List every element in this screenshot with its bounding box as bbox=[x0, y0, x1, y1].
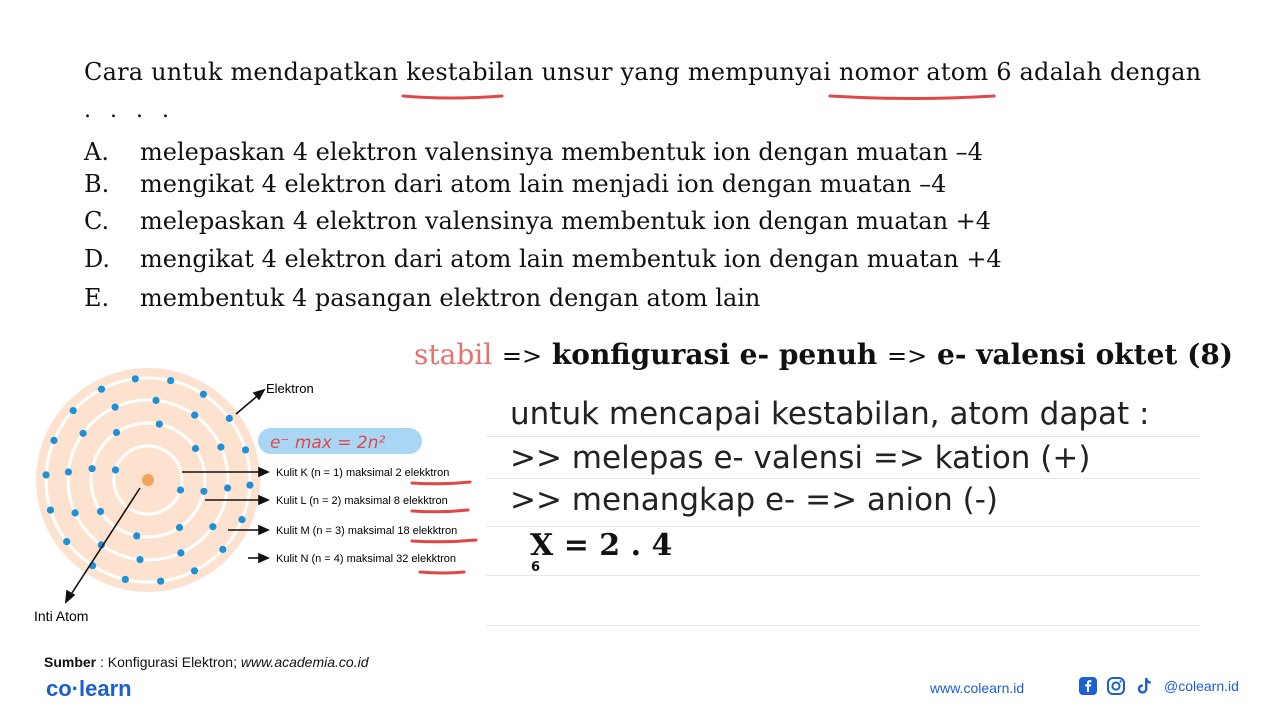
electron-dot bbox=[113, 429, 120, 436]
electron-dot bbox=[167, 377, 174, 384]
electron-dot bbox=[226, 415, 233, 422]
electron-dot bbox=[98, 386, 105, 393]
electron-dot bbox=[157, 578, 164, 585]
option-c[interactable] bbox=[84, 207, 991, 235]
option-letter: A. bbox=[84, 138, 109, 166]
source-caption bbox=[44, 654, 369, 670]
option-d[interactable] bbox=[84, 245, 1002, 273]
kulit-n-label: Kulit N (n = 4) maksimal 32 elekktron bbox=[276, 553, 457, 565]
electron-dot bbox=[209, 523, 216, 530]
option-text: melepaskan 4 elektron valensinya membentuk ion dengan muatan +4 bbox=[140, 207, 992, 235]
electron-dot bbox=[191, 412, 198, 419]
arrowhead bbox=[259, 496, 268, 504]
facebook-icon[interactable] bbox=[1078, 676, 1098, 696]
electron-dot bbox=[152, 397, 159, 404]
option-text: mengikat 4 elektron dari atom lain membentuk ion dengan muatan +4 bbox=[140, 245, 1002, 273]
question-text: Cara untuk mendapatkan kestabilan unsur yang mempunyai nomor atom 6 adalah dengan bbox=[84, 58, 1202, 86]
electron-dot bbox=[136, 556, 143, 563]
option-letter: D. bbox=[84, 245, 111, 273]
tiktok-icon[interactable] bbox=[1134, 676, 1154, 696]
source-label: Sumber bbox=[44, 654, 97, 670]
electron-dot bbox=[132, 375, 139, 382]
electron-dot bbox=[50, 437, 57, 444]
source-text: : Konfigurasi Elektron; bbox=[96, 654, 241, 670]
electron-dot bbox=[112, 466, 119, 473]
electron-dot bbox=[156, 421, 163, 428]
inti-atom-label: Inti Atom bbox=[34, 608, 89, 624]
konfigurasi-text: konfigurasi e- penuh bbox=[551, 338, 878, 371]
note-rule bbox=[486, 478, 1200, 479]
electron-dot bbox=[80, 430, 87, 437]
electron-dot bbox=[97, 508, 104, 515]
question-underlines bbox=[0, 0, 1280, 120]
electron-dot bbox=[177, 549, 184, 556]
electron-dot bbox=[122, 576, 129, 583]
note-rule bbox=[486, 436, 1200, 437]
arrow: => bbox=[501, 342, 543, 370]
electron-dot bbox=[200, 488, 207, 495]
electron-dot bbox=[242, 446, 249, 453]
electron-dot bbox=[217, 444, 224, 451]
colearn-logo: co·learn bbox=[46, 676, 132, 701]
stabil-word: stabil bbox=[414, 338, 493, 371]
option-text: melepaskan 4 elektron valensinya membentuk ion dengan muatan –4 bbox=[140, 138, 983, 166]
option-letter: C. bbox=[84, 207, 110, 235]
electron-dot bbox=[72, 509, 79, 516]
note-rule bbox=[486, 526, 1200, 527]
electron-dot bbox=[219, 546, 226, 553]
arrow: => bbox=[887, 342, 928, 370]
electron-dot bbox=[112, 404, 119, 411]
arrowhead bbox=[259, 526, 268, 534]
option-text: mengikat 4 elektron dari atom lain menjadi ion dengan muatan –4 bbox=[140, 170, 947, 198]
option-text: membentuk 4 pasangan elektron dengan atom lain bbox=[140, 284, 761, 312]
electron-dot bbox=[176, 524, 183, 531]
emax-formula: e⁻ max = 2n² bbox=[270, 433, 386, 453]
question-dots: . . . . bbox=[84, 98, 175, 123]
oktet-text: e- valensi oktet (8) bbox=[937, 338, 1234, 371]
option-letter: B. bbox=[84, 170, 110, 198]
source-url[interactable]: www.academia.co.id bbox=[240, 654, 369, 670]
electron-configuration: X = 2 . 4 bbox=[530, 528, 673, 563]
social-links bbox=[1078, 676, 1239, 696]
electron-dot bbox=[177, 486, 184, 493]
kulit-m-label: Kulit M (n = 3) maksimal 18 elekktron bbox=[276, 525, 458, 537]
kulit-k-label: Kulit K (n = 1) maksimal 2 elekktron bbox=[276, 467, 450, 479]
option-b[interactable] bbox=[84, 170, 946, 198]
note-rule bbox=[486, 575, 1200, 576]
electron-dot bbox=[47, 507, 54, 514]
electron-dot bbox=[200, 391, 207, 398]
elektron-label: Elektron bbox=[266, 381, 314, 396]
electron-dot bbox=[192, 445, 199, 452]
electron-dot bbox=[65, 468, 72, 475]
electron-dot bbox=[191, 567, 198, 574]
electron-dot bbox=[133, 532, 140, 539]
nucleus bbox=[142, 474, 154, 486]
option-letter: E. bbox=[84, 284, 110, 312]
note-line-3: >> menangkap e- => anion (-) bbox=[510, 482, 998, 518]
electron-dot bbox=[43, 471, 50, 478]
option-e[interactable] bbox=[84, 284, 760, 312]
electron-dot bbox=[89, 465, 96, 472]
instagram-icon[interactable] bbox=[1106, 676, 1126, 696]
footer-website[interactable]: www.colearn.id bbox=[930, 680, 1025, 696]
arrowhead bbox=[259, 468, 268, 476]
electron-dot bbox=[238, 516, 245, 523]
electron-dot bbox=[224, 484, 231, 491]
stability-headline bbox=[414, 338, 1233, 371]
atomic-number-subscript: 6 bbox=[531, 560, 541, 575]
option-a[interactable] bbox=[84, 138, 983, 166]
atom-shell-diagram bbox=[0, 360, 490, 640]
electron-dot bbox=[70, 407, 77, 414]
note-line-2: >> melepas e- valensi => kation (+) bbox=[510, 440, 1091, 476]
kulit-l-label: Kulit L (n = 2) maksimal 8 elekktron bbox=[276, 495, 448, 507]
social-handle[interactable]: @colearn.id bbox=[1164, 678, 1239, 694]
arrowhead bbox=[259, 554, 268, 562]
note-line-1: untuk mencapai kestabilan, atom dapat : bbox=[510, 396, 1150, 432]
electron-dot bbox=[246, 482, 253, 489]
electron-dot bbox=[63, 538, 70, 545]
note-rule bbox=[486, 625, 1200, 626]
